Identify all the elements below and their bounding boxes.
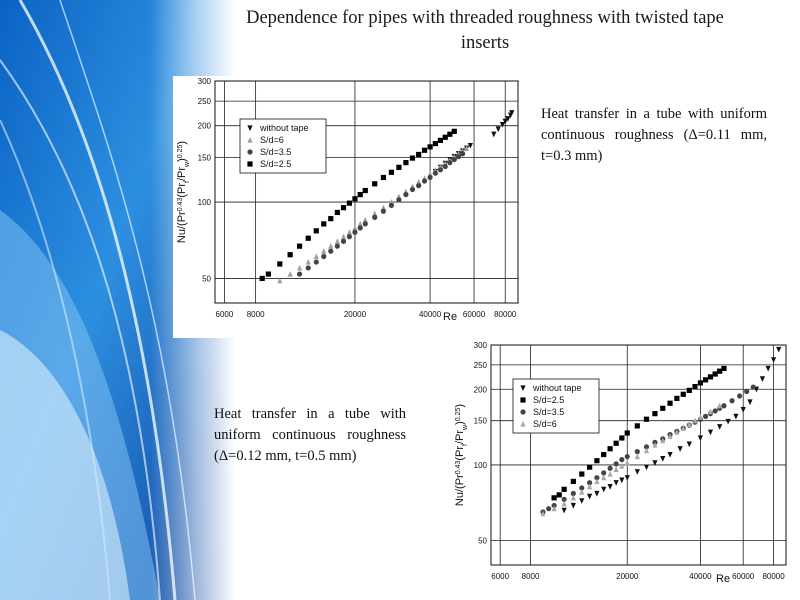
data-point: [433, 141, 438, 146]
x-tick-label: 8000: [246, 310, 265, 319]
data-point: [587, 465, 592, 470]
data-point: [416, 183, 421, 188]
data-point: [297, 244, 302, 249]
data-point: [667, 401, 672, 406]
data-point: [729, 398, 734, 403]
legend: [513, 379, 599, 433]
data-point: [703, 414, 708, 419]
data-point: [352, 196, 357, 201]
y-tick-label: 200: [473, 385, 487, 395]
data-point: [427, 175, 432, 180]
data-point: [703, 377, 708, 382]
data-point: [347, 234, 352, 239]
data-point: [372, 215, 377, 220]
caption-bottom-left: Heat transfer in a tube with uniform continuous roughness (Δ=0.12 mm, t=0.5 mm): [214, 406, 406, 464]
caption-top-right: Heat transfer in a tube with uniform continuous roughness (Δ=0.11 mm, t=0.3 mm): [541, 106, 767, 164]
x-axis-label: Re: [443, 311, 458, 323]
data-point: [352, 230, 357, 235]
data-point: [306, 236, 311, 241]
chart-bottom: [451, 340, 793, 600]
data-point: [652, 411, 657, 416]
data-point: [443, 135, 448, 140]
legend-label: S/d=6: [533, 419, 557, 429]
data-point: [403, 192, 408, 197]
x-tick-label: 60000: [462, 310, 486, 319]
data-point: [358, 192, 363, 197]
legend: [240, 119, 326, 173]
y-tick-label: 200: [197, 121, 211, 131]
data-point: [347, 201, 352, 206]
data-point: [363, 221, 368, 226]
y-axis-label: $Nu/(Pr^{0.43}(Pr_f/Pr_w)^{0.25})$: [176, 140, 191, 244]
legend-marker: [247, 149, 252, 154]
data-point: [438, 138, 443, 143]
data-point: [571, 479, 576, 484]
y-tick-label: 250: [473, 360, 487, 370]
x-tick-label: 40000: [418, 310, 442, 319]
data-point: [692, 384, 697, 389]
data-point: [447, 160, 452, 165]
data-point: [321, 254, 326, 259]
x-tick-label: 80000: [762, 572, 785, 581]
data-point: [410, 156, 415, 161]
data-point: [713, 371, 718, 376]
data-point: [557, 492, 562, 497]
data-point: [751, 385, 756, 390]
legend-label: without tape: [533, 383, 582, 393]
data-point: [381, 175, 386, 180]
data-point: [321, 221, 326, 226]
x-tick-label: 8000: [521, 572, 540, 581]
x-tick-label: 20000: [343, 310, 367, 319]
data-point: [635, 423, 640, 428]
chart-panel: [173, 76, 523, 338]
data-point: [288, 252, 293, 257]
data-point: [447, 132, 452, 137]
data-point: [698, 380, 703, 385]
data-point: [594, 458, 599, 463]
data-point: [614, 441, 619, 446]
legend-label: S/d=3.5: [260, 147, 292, 157]
legend-label: S/d=3.5: [533, 407, 565, 417]
data-point: [416, 152, 421, 157]
x-tick-label: 40000: [689, 572, 712, 581]
slide-title: [170, 6, 800, 56]
x-tick-label: 20000: [616, 572, 639, 581]
data-point: [277, 261, 282, 266]
data-point: [601, 452, 606, 457]
data-point: [403, 160, 408, 165]
y-tick-label: 300: [197, 77, 211, 86]
legend-label: S/d=2.5: [260, 159, 292, 169]
data-point: [625, 430, 630, 435]
y-tick-label: 50: [202, 274, 211, 284]
data-point: [422, 148, 427, 153]
data-point: [625, 454, 630, 459]
x-axis-label: Re: [716, 573, 731, 585]
y-tick-label: 150: [197, 153, 211, 163]
data-point: [660, 406, 665, 411]
data-point: [341, 205, 346, 210]
x-tick-label: 60000: [732, 572, 755, 581]
data-point: [460, 151, 465, 156]
data-point: [546, 506, 551, 511]
slide-title-line-1: Dependence for pipes with threaded roughness with twisted tape: [246, 8, 724, 28]
data-point: [363, 188, 368, 193]
data-point: [297, 271, 302, 276]
legend-marker: [520, 397, 525, 402]
data-point: [335, 244, 340, 249]
data-point: [266, 271, 271, 276]
data-point: [452, 129, 457, 134]
data-point: [443, 164, 448, 169]
data-point: [372, 181, 377, 186]
legend-label: S/d=2.5: [533, 395, 565, 405]
data-point: [562, 487, 567, 492]
data-point: [335, 210, 340, 215]
y-tick-label: 250: [197, 97, 211, 107]
data-point: [551, 495, 556, 500]
y-tick-label: 100: [473, 460, 487, 470]
data-point: [721, 366, 726, 371]
legend-label: without tape: [260, 123, 309, 133]
data-point: [433, 171, 438, 176]
data-point: [427, 144, 432, 149]
y-tick-label: 300: [473, 341, 487, 350]
x-tick-label: 80000: [494, 310, 517, 319]
data-point: [260, 276, 265, 281]
data-point: [635, 449, 640, 454]
y-axis-label: $Nu/(Pr^{0.43}(Pr_f/Pr_w)^{0.25})$: [454, 403, 469, 507]
data-point: [328, 216, 333, 221]
data-point: [328, 249, 333, 254]
data-point: [579, 471, 584, 476]
data-point: [341, 239, 346, 244]
data-point: [381, 209, 386, 214]
x-tick-label: 6000: [491, 572, 510, 581]
data-point: [396, 197, 401, 202]
data-point: [674, 396, 679, 401]
data-point: [708, 374, 713, 379]
data-point: [389, 203, 394, 208]
slide-title-line-2: inserts: [460, 33, 510, 53]
data-point: [644, 417, 649, 422]
legend-marker: [520, 409, 525, 414]
data-point: [721, 403, 726, 408]
chart-panel: [451, 340, 793, 600]
data-point: [713, 408, 718, 413]
data-point: [452, 157, 457, 162]
y-tick-label: 50: [478, 536, 487, 546]
x-tick-label: 6000: [215, 310, 234, 319]
data-point: [358, 225, 363, 230]
data-point: [619, 457, 624, 462]
data-point: [608, 446, 613, 451]
data-point: [396, 165, 401, 170]
data-point: [687, 388, 692, 393]
data-point: [314, 259, 319, 264]
data-point: [389, 170, 394, 175]
data-point: [422, 178, 427, 183]
data-point: [410, 187, 415, 192]
data-point: [619, 435, 624, 440]
legend-label: S/d=6: [260, 135, 284, 145]
data-point: [744, 389, 749, 394]
data-point: [614, 461, 619, 466]
chart-top: [173, 76, 523, 338]
data-point: [681, 392, 686, 397]
data-point: [737, 393, 742, 398]
y-tick-label: 100: [197, 198, 211, 208]
y-tick-label: 150: [473, 416, 487, 426]
legend-marker: [247, 161, 252, 166]
data-point: [438, 167, 443, 172]
data-point: [306, 265, 311, 270]
data-point: [608, 466, 613, 471]
data-point: [314, 228, 319, 233]
